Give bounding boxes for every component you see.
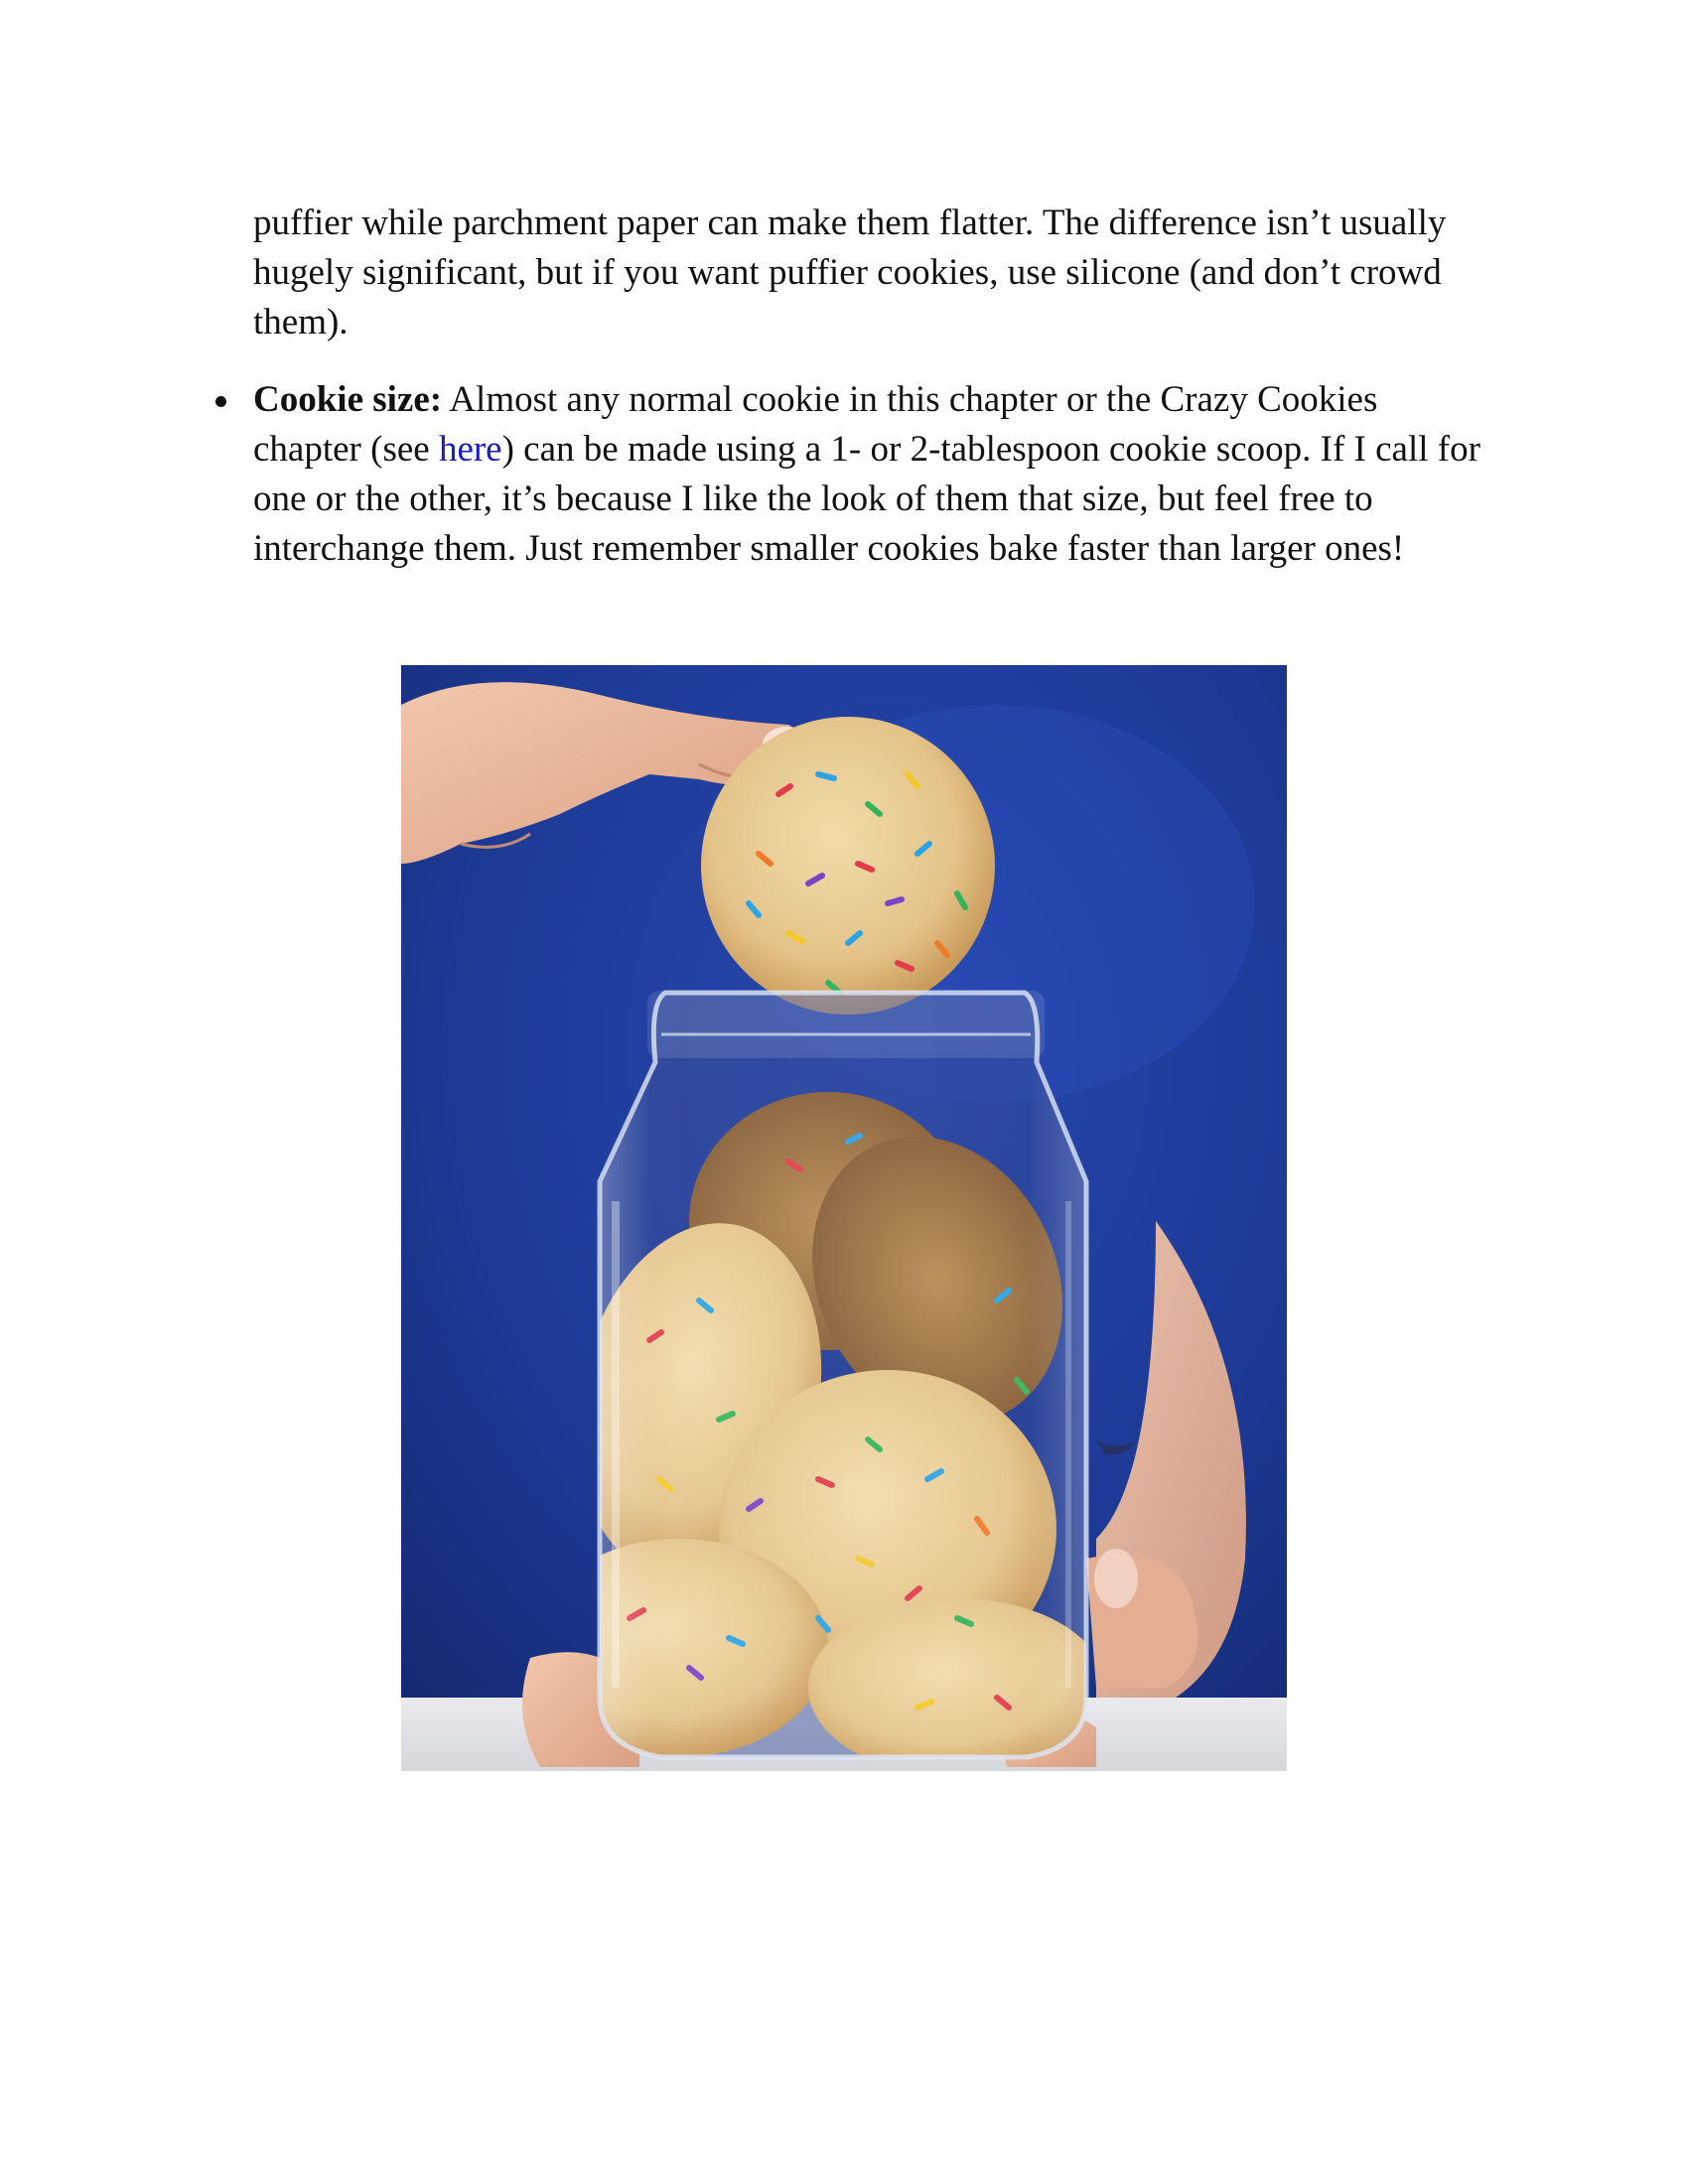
cookie-jar-photo: [401, 665, 1287, 1771]
bullet-lead: Cookie size:: [253, 379, 443, 420]
bullet-text-before-link: Almost any normal cookie in this chapter or the Crazy Cookies chapter (see: [253, 379, 1378, 470]
list-item: [253, 375, 1484, 574]
continuation-paragraph: puffier while parchment paper can make them flatter. The difference isn’t usually hugely significant, but if you want puffier cookies, use silicone (and don’t crowd them).: [253, 203, 1447, 342]
tips-list: [253, 375, 1484, 574]
bullet-text-after-link: ) can be made using a 1- or 2-tablespoon cookie scoop. If I call for one or the other, it’s because I like the look of them that size, but feel free to interchange them. Just remember smaller cookies bake faster than larger ones!: [253, 429, 1480, 569]
here-link[interactable]: here: [438, 429, 502, 470]
bullet-icon: [215, 396, 226, 407]
